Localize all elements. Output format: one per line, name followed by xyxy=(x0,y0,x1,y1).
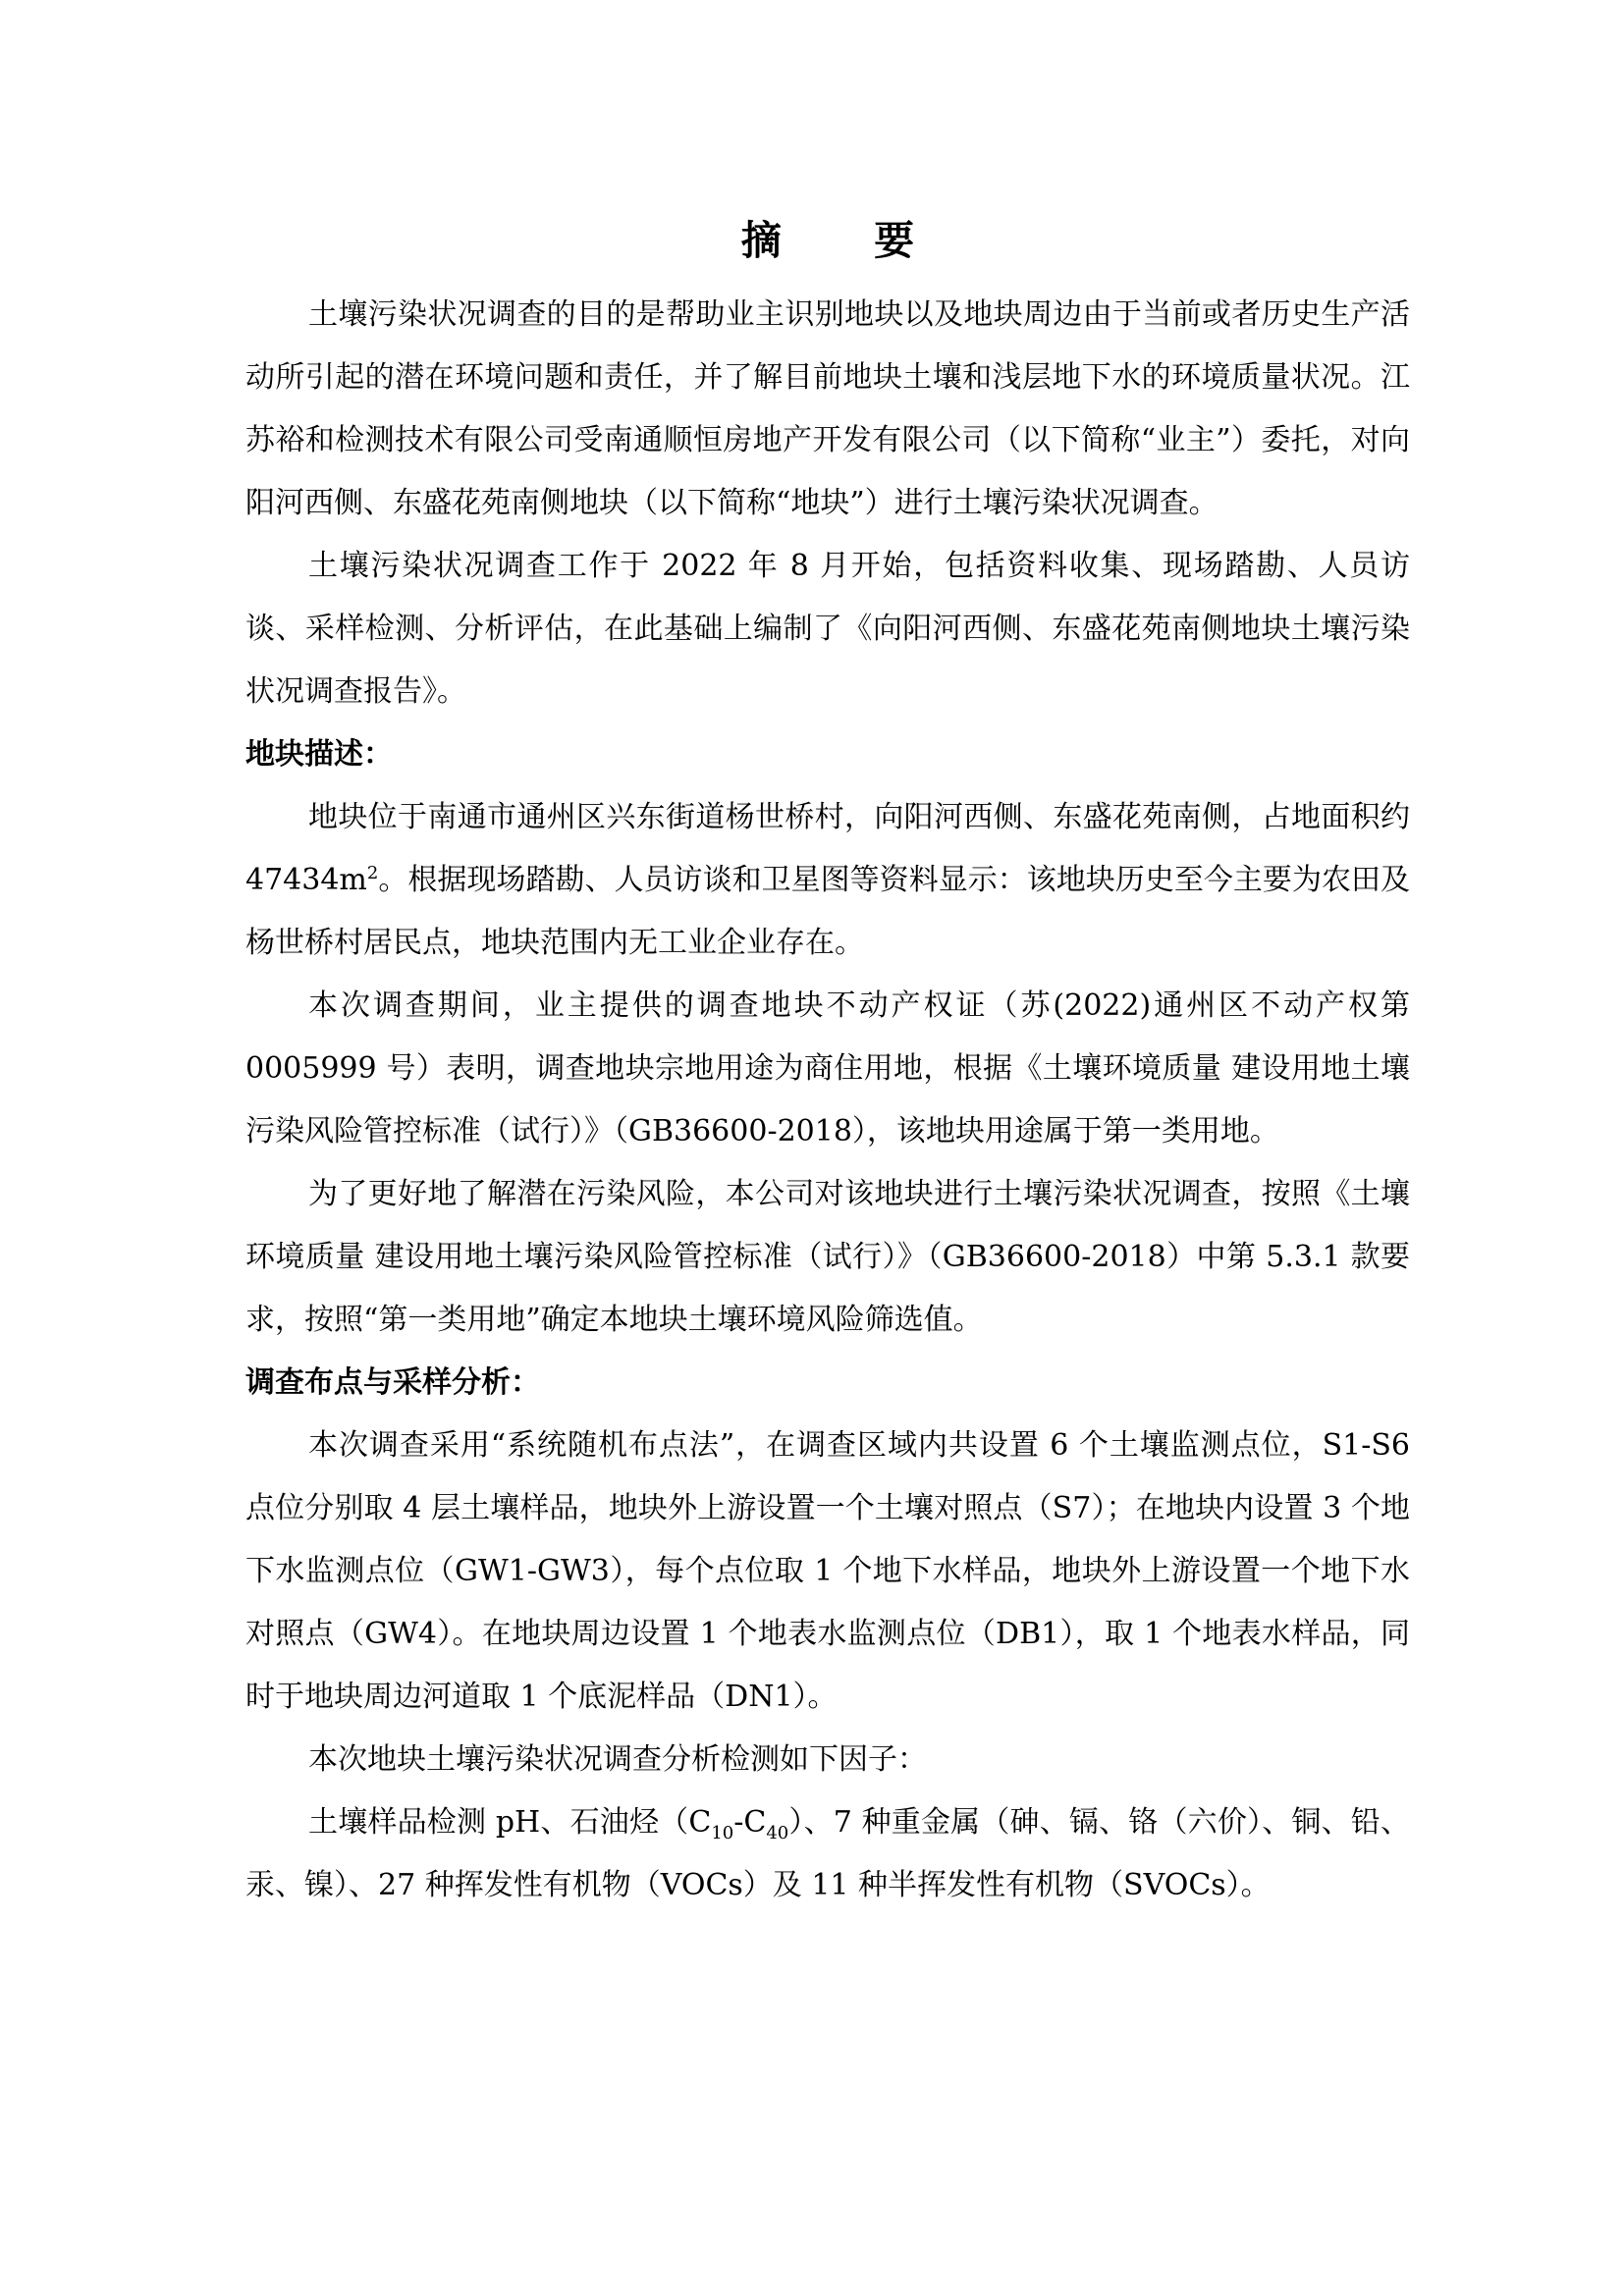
site-description-paragraph-2: 本次调查期间，业主提供的调查地块不动产权证（苏(2022)通州区不动产权第 0005999 号）表明，调查地块宗地用途为商住用地，根据《土壤环境质量 建设用地土壤污染风险管控标准（试行）》（GB36600-2018），该地块用途属于第一类用地。 xyxy=(245,988,1410,1148)
pollutant-list-text: ）、7 种重金属（砷、镉、铬（六价）、铜、铅、汞、镍）、27 种挥发性有机物（VOCs）及 11 种半挥发性有机物（SVOCs）。 xyxy=(245,1805,1410,1902)
section-heading-sampling: 调查布点与采样分析： xyxy=(245,1365,540,1400)
site-description-paragraph-1 xyxy=(245,786,1410,975)
soil-test-text: 土壤样品检测 pH、石油烃（C xyxy=(308,1805,712,1840)
page-title: 摘 要 xyxy=(740,217,954,264)
subscript-10: 10 xyxy=(711,1823,734,1843)
superscript-2: 2 xyxy=(366,863,379,883)
site-history-text: 。根据现场踏勘、人员访谈和卫星图等资料显示：该地块历史至今主要为农田及杨世桥村居民点，地块范围内无工业企业存在。 xyxy=(245,863,1410,960)
document-page xyxy=(245,211,1410,1917)
site-area-text: 地块位于南通市通州区兴东街道杨世桥村，向阳河西侧、东盛花苑南侧，占地面积约 47434m xyxy=(245,800,1410,897)
range-dash-text: -C xyxy=(733,1805,767,1840)
sampling-paragraph-2: 本次地块土壤污染状况调查分析检测如下因子： xyxy=(308,1742,927,1777)
sampling-paragraph-3 xyxy=(245,1791,1410,1917)
intro-paragraph-2: 土壤污染状况调查工作于 2022 年 8 月开始，包括资料收集、现场踏勘、人员访谈、采样检测、分析评估，在此基础上编制了《向阳河西侧、东盛花苑南侧地块土壤污染状况调查报告》。 xyxy=(245,549,1410,709)
subscript-40: 40 xyxy=(766,1823,789,1843)
section-heading-site-description: 地块描述： xyxy=(245,737,393,772)
intro-paragraph-1: 土壤污染状况调查的目的是帮助业主识别地块以及地块周边由于当前或者历史生产活动所引起的潜在环境问题和责任，并了解目前地块土壤和浅层地下水的环境质量状况。江苏裕和检测技术有限公司受南通顺恒房地产开发有限公司（以下简称“业主”）委托，对向阳河西侧、东盛花苑南侧地块（以下简称“地块”）进行土壤污染状况调查。 xyxy=(245,297,1410,520)
site-description-paragraph-3: 为了更好地了解潜在污染风险，本公司对该地块进行土壤污染状况调查，按照《土壤环境质量 建设用地土壤污染风险管控标准（试行）》（GB36600-2018）中第 5.3.1 款要求，按照“第一类用地”确定本地块土壤环境风险筛选值。 xyxy=(245,1177,1410,1337)
sampling-paragraph-1: 本次调查采用“系统随机布点法”，在调查区域内共设置 6 个土壤监测点位，S1-S6 点位分别取 4 层土壤样品，地块外上游设置一个土壤对照点（S7）；在地块内设置 3 个地下水监测点位（GW1-GW3），每个点位取 1 个地下水样品，地块外上游设置一个地下水对照点（GW4）。在地块周边设置 1 个地表水监测点位（DB1），取 1 个地表水样品，同时于地块周边河道取 1 个底泥样品（DN1）。 xyxy=(245,1428,1410,1714)
